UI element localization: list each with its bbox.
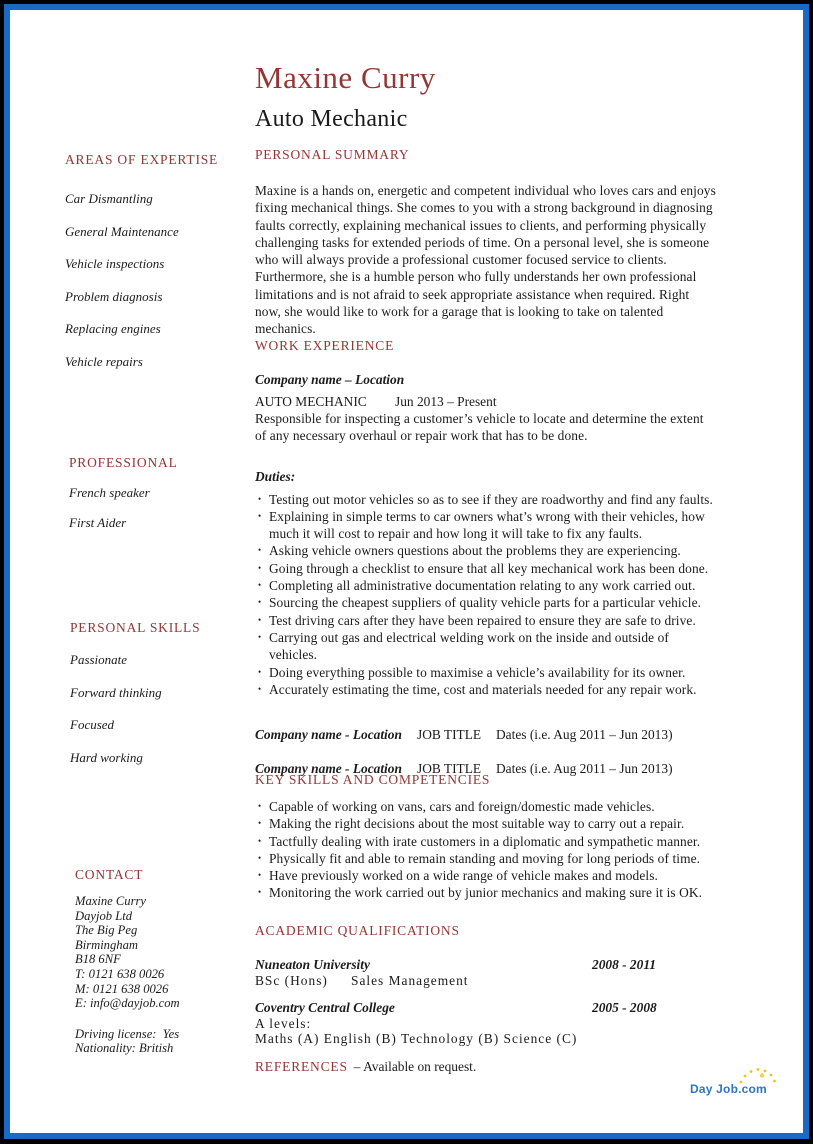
contact-mobile: M: 0121 638 0026: [75, 981, 169, 996]
current-job-title: AUTO MECHANIC: [255, 394, 367, 409]
key-skills-list: [255, 798, 717, 902]
expertise-item: Replacing engines: [65, 321, 161, 336]
previous-company: Company name - Location: [255, 761, 402, 777]
academic-entry: [255, 957, 717, 989]
institution-row: [255, 957, 717, 973]
current-job-dates: Jun 2013 – Present: [395, 394, 497, 409]
personal-summary-section: [255, 146, 717, 338]
institution-dates: 2005 - 2008: [592, 999, 657, 1015]
key-skill-item: • Capable of working on vans, cars and foreign/domestic made vehicles.: [255, 798, 717, 815]
duty-item: • Going through a checklist to ensure that all key mechanical work has been done.: [255, 560, 717, 577]
references-section: [255, 1058, 717, 1075]
expertise-item: Vehicle inspections: [65, 256, 165, 271]
personal-summary-text: Maxine is a hands on, energetic and competent individual who loves cars and enjoys fixing mechanical things. She comes to you with a strong background in diagnosing faults correctly, explaining mechanical issues to clients, and performing physically challenging tasks for extended periods of time. On a personal level, she is someone who will always provide a professional customer focused service to clients. Furthermore, she is a humble person who fully understands her own professional limitations and is not afraid to seek appropriate assistance when required. Right now, she would like to work for a garage that is looking to take on talented mechanics.: [255, 183, 716, 337]
expertise-heading: AREAS OF EXPERTISE: [65, 152, 219, 167]
duty-item: • Accurately estimating the time, cost and materials needed for any repair work.: [255, 681, 717, 698]
work-experience-section: [255, 337, 717, 777]
qualification-detail: A levels:: [255, 1015, 312, 1031]
personal-skill-item: Focused: [70, 717, 115, 732]
duties-label: Duties:: [255, 468, 296, 484]
contact-email: E: info@dayjob.com: [75, 996, 180, 1011]
sidebar-section-professional: [69, 454, 178, 544]
work-experience-heading: WORK EXPERIENCE: [255, 338, 395, 353]
key-skills-section: [255, 771, 717, 902]
qualification-detail: Maths (A) English (B) Technology (B) Science (C): [255, 1031, 578, 1046]
nationality-line: Nationality: British: [75, 1041, 174, 1056]
contact-line: The Big Peg: [75, 923, 138, 938]
driving-license-line: Driving license: Yes: [75, 1026, 180, 1041]
degree-name: BSc (Hons): [255, 973, 328, 988]
professional-list: [69, 484, 178, 531]
current-company-line: Company name – Location: [255, 372, 405, 387]
key-skill-item: • Monitoring the work carried out by junior mechanics and making sure it is OK.: [255, 884, 717, 901]
professional-item: French speaker: [69, 485, 150, 500]
personal-skills-list: [70, 651, 200, 766]
academic-heading: ACADEMIC QUALIFICATIONS: [255, 923, 460, 938]
institution-name: Coventry Central College: [255, 999, 395, 1015]
candidate-name: Maxine Curry: [255, 60, 436, 95]
duty-item: • Test driving cars after they have been repaired to ensure they are safe to drive.: [255, 612, 717, 629]
professional-item: First Aider: [69, 515, 127, 530]
personal-skill-item: Passionate: [70, 652, 128, 667]
institution-row: [255, 1000, 717, 1016]
sidebar-section-expertise: [65, 151, 218, 385]
expertise-item: Vehicle repairs: [65, 353, 143, 369]
contact-line: B18 6NF: [75, 952, 121, 967]
key-skills-heading: KEY SKILLS AND COMPETENCIES: [255, 772, 491, 787]
personal-skills-heading: PERSONAL SKILLS: [70, 620, 201, 635]
references-heading: REFERENCES: [255, 1059, 348, 1074]
sidebar-section-contact: [75, 866, 180, 1056]
contact-extra-block: [75, 1027, 180, 1056]
previous-company: Company name - Location: [255, 727, 402, 743]
duty-item: • Carrying out gas and electrical welding work on the inside and outside of vehicles.: [255, 629, 717, 664]
duty-item: • Sourcing the cheapest suppliers of quality vehicle parts for a particular vehicle.: [255, 594, 717, 611]
institution-dates: 2008 - 2011: [592, 957, 656, 972]
qualification-detail: [255, 973, 717, 989]
course-name: Sales Management: [351, 973, 469, 988]
duties-list: [255, 491, 717, 699]
contact-line: Birmingham: [75, 937, 138, 952]
logo-com: .com: [738, 1082, 767, 1096]
previous-job-dates: Dates (i.e. Aug 2011 – Jun 2013): [496, 727, 673, 743]
personal-skill-item: Hard working: [70, 749, 143, 765]
key-skill-item: • Tactfully dealing with irate customers in a diplomatic and sympathetic manner.: [255, 833, 717, 850]
academic-qualifications-section: [255, 922, 717, 1047]
duty-item: • Doing everything possible to maximise a vehicle’s availability for its owner.: [255, 664, 717, 681]
previous-job-dates: Dates (i.e. Aug 2011 – Jun 2013): [496, 761, 673, 777]
dayjob-logo: [690, 1066, 785, 1100]
duty-item: • Asking vehicle owners questions about the problems they are experiencing.: [255, 542, 717, 559]
key-skill-item: • Making the right decisions about the most suitable way to carry out a repair.: [255, 815, 717, 832]
academic-entry: [255, 1000, 717, 1047]
personal-summary-heading: PERSONAL SUMMARY: [255, 147, 410, 162]
previous-job-title: JOB TITLE: [417, 761, 482, 777]
dayjob-logo-text: [690, 1082, 767, 1096]
candidate-job-title: Auto Mechanic: [255, 106, 408, 132]
expertise-list: [65, 190, 218, 370]
previous-job-row: [255, 727, 717, 743]
contact-line: Dayjob Ltd: [75, 908, 133, 923]
current-job-description: Responsible for inspecting a customer’s vehicle to locate and determine the extent of any necessary overhaul or repair work that has to be done.: [255, 411, 704, 444]
expertise-item: Car Dismantling: [65, 191, 153, 206]
contact-phone: T: 0121 638 0026: [75, 966, 165, 981]
key-skill-item: • Have previously worked on a wide range of vehicle makes and models.: [255, 867, 717, 884]
contact-address-block: [75, 894, 180, 1011]
sidebar-section-personal-skills: [70, 619, 200, 781]
contact-heading: CONTACT: [75, 867, 144, 882]
expertise-item: Problem diagnosis: [65, 288, 163, 304]
professional-heading: PROFESSIONAL: [69, 455, 178, 470]
references-text: – Available on request.: [353, 1059, 477, 1074]
duty-item: • Explaining in simple terms to car owners what’s wrong with their vehicles, how much it will cost to repair and how long it will take to fix any faults.: [255, 508, 717, 543]
contact-line: Maxine Curry: [75, 894, 146, 908]
expertise-item: General Maintenance: [65, 223, 179, 239]
personal-skill-item: Forward thinking: [70, 684, 162, 700]
duty-item: • Completing all administrative documentation relating to any work carried out.: [255, 577, 717, 594]
current-job-row: [255, 394, 717, 410]
previous-job-title: JOB TITLE: [417, 727, 482, 743]
duty-item: • Testing out motor vehicles so as to see if they are roadworthy and find any faults.: [255, 491, 717, 508]
key-skill-item: • Physically fit and able to remain standing and moving for long periods of time.: [255, 850, 717, 867]
logo-day: Day: [690, 1082, 713, 1096]
institution-name: Nuneaton University: [255, 957, 370, 972]
logo-job: Job: [716, 1082, 739, 1096]
